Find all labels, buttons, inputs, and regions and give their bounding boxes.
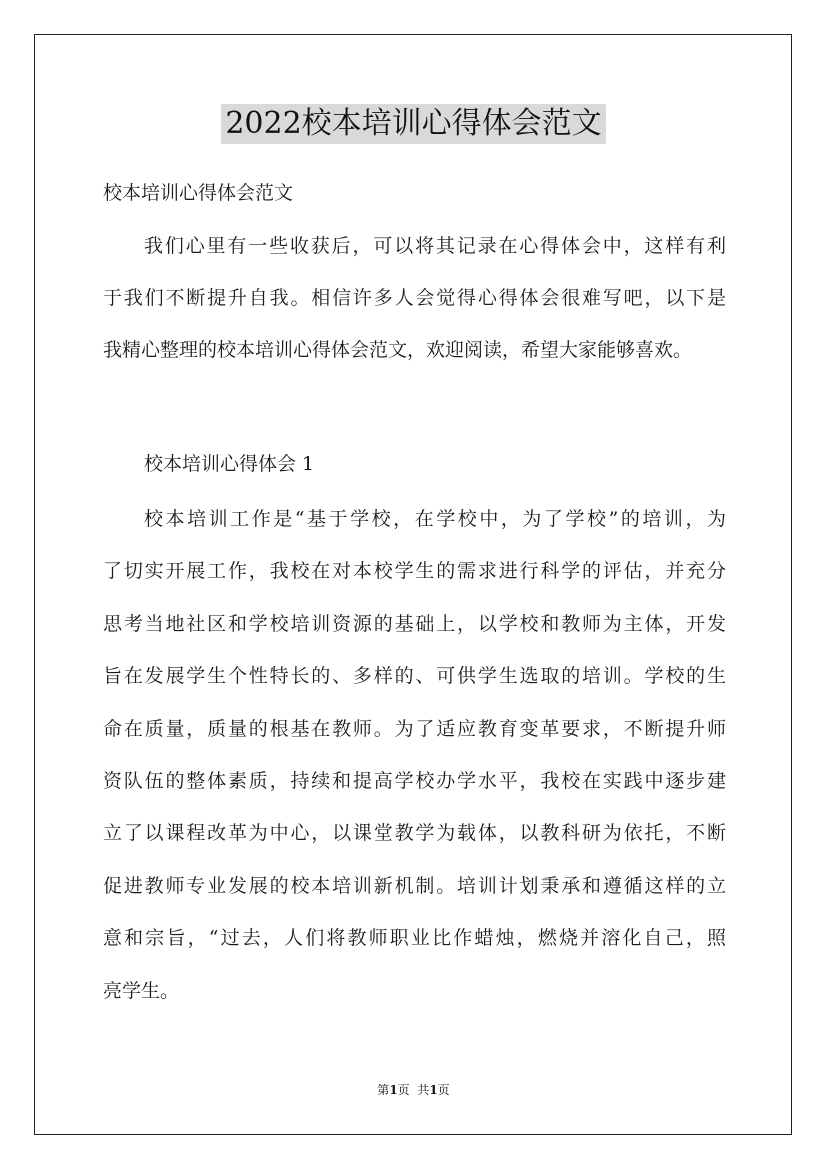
- intro-paragraph: [103, 233, 726, 363]
- body-paragraph: [103, 506, 726, 1004]
- body-line: 旨在发展学生个性特长的、多样的、可供学生选取的培训。学校的生: [103, 665, 726, 688]
- footer-page-total: 1: [429, 1083, 438, 1097]
- intro-line: 我们心里有一些收获后，可以将其记录在心得体会中，这样有利: [144, 235, 726, 257]
- intro-line: 我精心整理的校本培训心得体会范文，欢迎阅读，希望大家能够喜欢。: [103, 339, 693, 361]
- body-line: 意和宗旨，“过去，人们将教师职业比作蜡烛，燃烧并溶化自己，照: [103, 927, 726, 950]
- body-line: 促进教师专业发展的校本培训新机制。培训计划秉承和遵循这样的立: [103, 874, 726, 897]
- body-line: 立了以课程改革为中心，以课堂教学为载体，以教科研为依托，不断: [103, 822, 726, 845]
- body-line: 了切实开展工作，我校在对本校学生的需求进行科学的评估，并充分: [103, 560, 726, 583]
- footer-page-suffix: 页: [437, 1083, 450, 1097]
- footer-page-mid: 页 共: [397, 1083, 430, 1097]
- body-line: 资队伍的整体素质，持续和提高学校办学水平，我校在实践中逐步建: [103, 769, 726, 792]
- body-line: 命在质量，质量的根基在教师。为了适应教育变革要求，不断提升师: [103, 717, 726, 740]
- document-title-container: [0, 104, 827, 144]
- document-title: 2022校本培训心得体会范文: [221, 104, 605, 144]
- body-line: 思考当地社区和学校培训资源的基础上，以学校和教师为主体，开发: [103, 612, 726, 635]
- footer-page-current: 1: [389, 1083, 398, 1097]
- footer-page-prefix: 第: [377, 1083, 390, 1097]
- body-line: 校本培训工作是“基于学校，在学校中，为了学校”的培训，为: [144, 508, 726, 530]
- intro-line: 于我们不断提升自我。相信许多人会觉得心得体会很难写吧，以下是: [103, 287, 726, 309]
- section-heading: 校本培训心得体会 1: [144, 453, 315, 475]
- page-footer: [0, 1082, 827, 1098]
- body-line: 亮学生。: [103, 979, 180, 1002]
- document-subtitle: 校本培训心得体会范文: [103, 182, 294, 204]
